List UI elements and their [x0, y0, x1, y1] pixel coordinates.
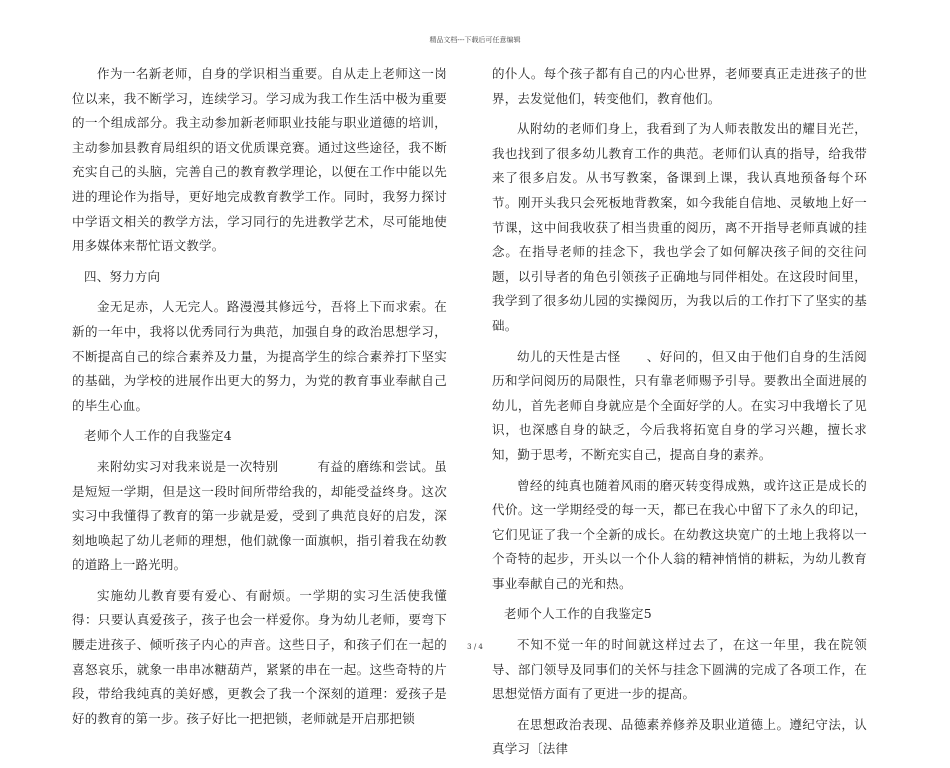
paragraph-direction: 金无足赤，人无完人。路漫漫其修远兮，吾将上下而求索。在新的一年中，我将以优秀同行为典范，加强自身的政治思想学习，不断提高自己的综合素养及力量，为提高学生的综合素养打下坚实的基础，为学校的进展作出更大的努力，为党的教育事业奉献自己的毕生心血。 — [72, 299, 447, 413]
paragraph-continuation: 的仆人。每个孩子都有自己的内心世界，老师要真正走进孩子的世界，去发觉他们，转变他们，教育他们。 — [492, 66, 867, 106]
page-number: 3 / 4 — [467, 643, 483, 651]
paragraph-teachers-model: 从附幼的老师们身上，我看到了为人师表散发出的耀目光芒，我也找到了很多幼儿教育工作的典范。老师们认真的指导，给我带来了很多启发。从书写教案，备课到上课，我认真地预备每个环节。刚开头我只会死板地背教案，如今我能自信地、灵敏地上好一节课，这中间我收获了相当贵重的阅历，离不开指导老师真诚的挂念。在指导老师的挂念下，我也学会了如何解决孩子间的交往问题，以引导者的角色引领孩子正确地与同伴相处。在这段时间里，我学到了很多幼儿园的实操阅历，为我以后的工作打下了坚实的基础。 — [492, 121, 867, 333]
paragraph-self-study: 作为一名新老师，自身的学识相当重要。自从走上老师这一岗位以来，我不断学习，连续学习。学习成为我工作生活中极为重要的一个组成部分。我主动参加新老师职业技能与职业道德的培训，主动参加县教育局组织的语文优质课竞赛。通过这些途径，我不断充实自己的头脑，完善自己的教育教学理论，以便在工作中能以先进的理论作为指导，更好地完成教育教学工作。同时，我努力探讨中学语文相关的教学方法，学习同行的先进教学艺术，尽可能地使用多媒体来帮忙语文教学。 — [72, 66, 447, 254]
paragraph-internship: 来附幼实习对我来说是一次特别 有益的磨练和尝试。虽是短短一学期，但是这一段时间所带给我的，却能受益终身。这次实习中我懂得了教育的第一步就是爱，受到了典范良好的启发，深刻地唤起了幼儿老师的理想，他们就像一面旗帜，指引着我在幼教的道路上一路光明。 — [72, 458, 447, 573]
paragraph-growth: 曾经的纯真也随着风雨的磨灭转变得成熟，或许这正是成长的代价。这一学期经受的每一天，都已在我心中留下了永久的印记，它们见证了我一个全新的成长。在幼教这块宽广的土地上我将以一个奇特的起步，开头以一个仆人翁的精神悄悄的耕耘，为幼儿教育事业奉献自己的光和热。 — [492, 477, 867, 591]
paragraph-love-patience: 实施幼儿教育要有爱心、有耐烦。一学期的实习生活使我懂得：只要认真爱孩子，孩子也会一样爱你。身为幼儿老师，要弯下腰走进孩子、倾听孩子内心的声音。这些日子，和孩子们在一起的喜怒哀乐，就象一串串冰糖葫芦，紧紧的串在一起。这些奇特的片段，带给我纯真的美好感，更教会了我一个深刻的道理：爱孩子是好的教育的第一步。孩子好比一把把锁，老师就是开启那把锁 — [72, 587, 447, 726]
paragraph-children-nature: 幼儿的天性是古怪 、好问的，但又由于他们自身的生活阅历和学问阅历的局限性，只有靠老师赐予引导。要教出全面进展的幼儿，首先老师自身就应是个全面好学的人。在实习中我增长了见识，也深感自身的缺乏，今后我将拓宽自身的学习兴趣，擅长求知，勤于思考，不断充实自己，提高自身的素养。 — [492, 348, 867, 462]
section-heading-appraisal-4: 老师个人工作的自我鉴定4 — [84, 428, 232, 444]
paragraph-year-summary: 不知不觉一年的时间就这样过去了，在这一年里，我在院领导、部门领导及同事们的关怀与挂念下圆满的完成了各项工作，在思想觉悟方面有了更进一步的提高。 — [492, 637, 867, 702]
section-heading-appraisal-5: 老师个人工作的自我鉴定5 — [504, 606, 652, 622]
paragraph-political: 在思想政治表现、品德素养修养及职业道德上。遵纪守法，认真学习〔法律 — [492, 716, 867, 757]
section-heading-direction: 四、努力方向 — [84, 268, 161, 284]
page-header: 精品文档---下载后可任意编辑 — [429, 36, 521, 44]
right-column — [492, 62, 867, 768]
left-column — [72, 62, 447, 737]
